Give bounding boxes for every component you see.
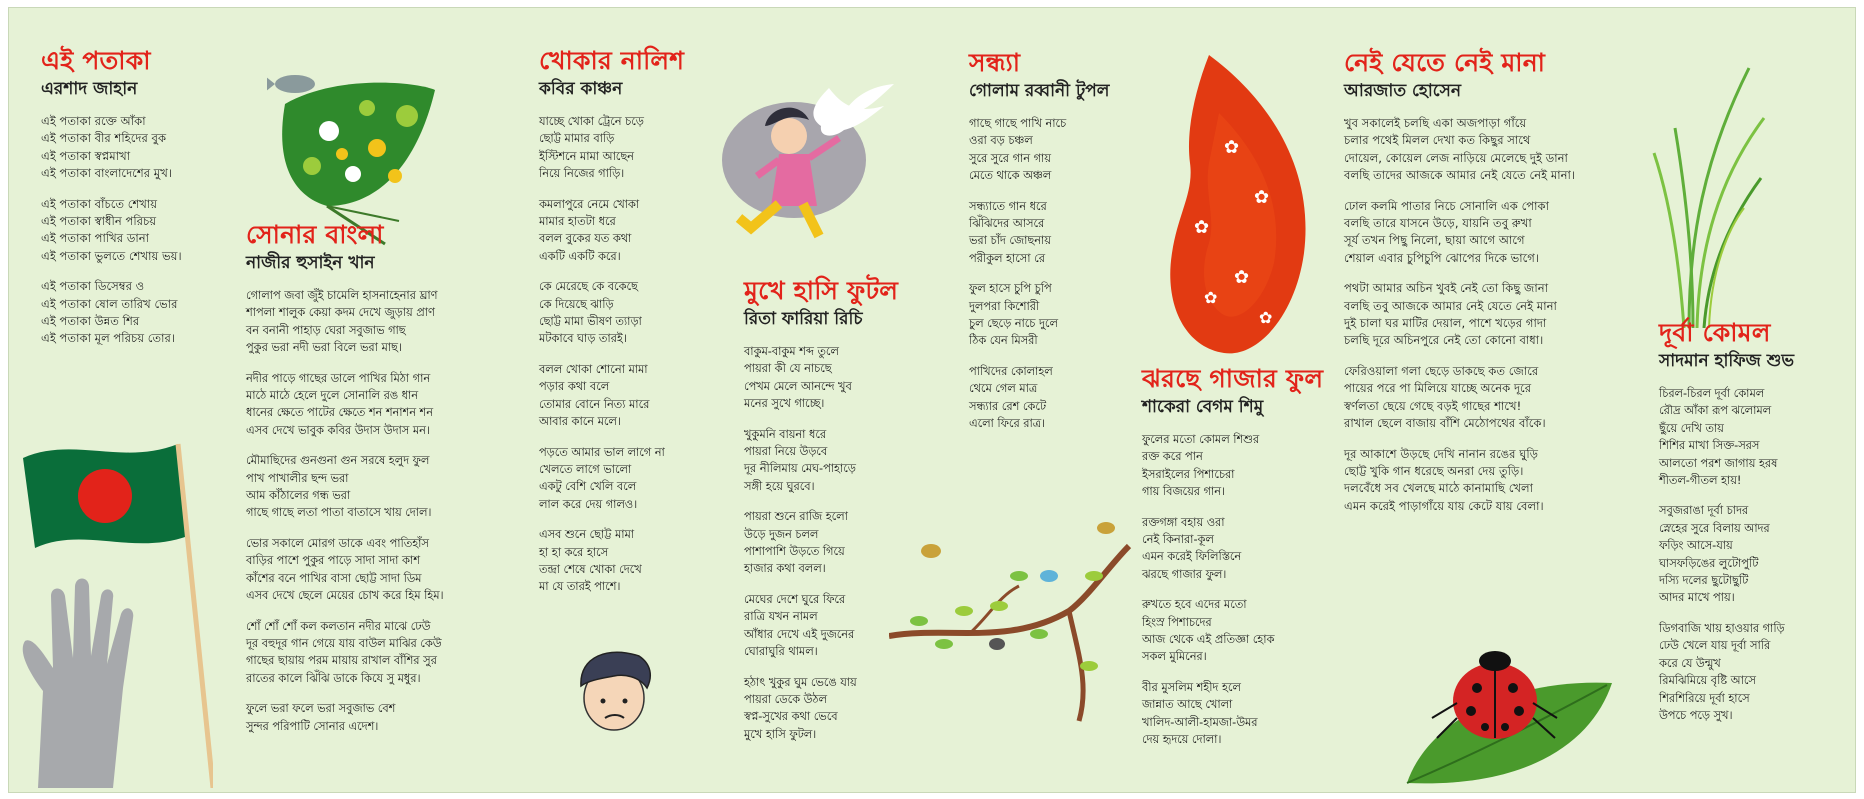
poem-line: এলো ফিরে রাত্র। <box>969 417 1046 431</box>
poem-line: মেতে থাকে অঞ্চল <box>969 169 1052 183</box>
stanza <box>539 196 684 266</box>
poem-line: পড়ার কথা বলে <box>539 380 610 394</box>
poem-line: রক্ত করে পান <box>1142 450 1203 464</box>
poem-title: এই পতাকা <box>41 46 151 75</box>
poem-line: শোঁ শোঁ শোঁ কল কলতান নদীর মাঝে ঢেউ <box>246 619 431 633</box>
poem-line: এই পতাকা ডিসেম্বর ও <box>41 279 145 294</box>
poem-line: গোলাপ জবা জুঁই চামেলি হাসনাহেনার ঘ্রাণ <box>246 289 438 302</box>
stanza <box>539 113 684 183</box>
poem-line: বীর মুসলিম শহীদ হলে <box>1142 680 1241 694</box>
stanza <box>41 278 182 348</box>
stanza <box>1142 431 1323 501</box>
poem-line: ছোট্ট মামার বাড়ি <box>539 132 615 146</box>
stanza <box>1344 115 1575 185</box>
stanza <box>41 113 182 183</box>
stanza <box>969 363 1109 433</box>
poem-line: যাচ্ছে খোকা ট্রেনে চড়ে <box>539 115 644 128</box>
dove-girl-icon <box>709 78 909 248</box>
grass-icon <box>1649 58 1769 328</box>
poem-line: একটু বেশি খেলি বলে <box>539 480 637 494</box>
poem-title: দূর্বা কোমল <box>1659 318 1771 347</box>
poem-line: বাকুম-বাকুম শব্দ তুলে <box>744 345 839 358</box>
poem-line: গায় বিজয়ের গান। <box>1142 485 1226 499</box>
flag-hand-icon <box>13 426 213 788</box>
poem-line: দূর আকাশে উড়ছে দেখি নানান রঙের ঘুড়ি <box>1344 446 1538 461</box>
poem-line: থেমে গেল মাত্র <box>969 382 1038 396</box>
poem-durba-komol <box>1659 318 1794 724</box>
poem-line: পায়রা নিয়ে উড়বে <box>744 445 828 459</box>
stanza <box>246 370 444 440</box>
boy-face-icon <box>569 646 659 736</box>
poem-title: ঝরছে গাজার ফুল <box>1142 364 1324 393</box>
poem-line: রাতের কালে ঝিঁঝি ডাকে কিযে সু মধুর। <box>246 671 421 685</box>
stanza <box>539 278 684 348</box>
poem-line: কে দিয়েছে ঝাড়ি <box>539 297 614 311</box>
poem-line: ভোর সকালে মোরগ ডাকে এবং পাতিহাঁস <box>246 536 429 550</box>
poem-line: মৌমাছিদের গুনগুনা গুন সরষে হলুদ ফুল <box>246 454 430 468</box>
stanza <box>744 591 898 661</box>
poem-line: ধানের ক্ষেতে পাটের ক্ষেতে শন শনাশন শন <box>246 406 433 420</box>
poem-line: সবুজরাঙা দূর্বা চাদর <box>1659 504 1749 518</box>
poem-line: এই পতাকা মূল পরিচয় তোর। <box>41 331 176 346</box>
stanza <box>744 508 898 578</box>
poem-line: তোমার বোনে নিত্য মারে <box>539 397 650 411</box>
poem-line: তন্দ্রা শেষে খোকা দেখে <box>539 562 642 576</box>
poem-line: সন্ধ্যার রেশ কেটে <box>969 399 1047 413</box>
poem-line: ঠিক যেন মিসরী <box>969 334 1038 348</box>
poem-line: খুকুমনি বায়না ধরে <box>744 427 827 441</box>
stanza <box>539 361 684 431</box>
poem-line: হাজার কথা বলল। <box>744 562 826 576</box>
ladybug-leaf-icon <box>1387 623 1617 793</box>
stanza <box>539 526 684 596</box>
poem-line: সুন্দর পরিপাটি সোনার এদেশ। <box>246 719 379 733</box>
stanza <box>744 426 898 496</box>
poem-line: পেখম মেলে আনন্দে খুব <box>744 379 852 393</box>
poem-ei-potaka <box>41 46 182 348</box>
poem-line: পরীকুল হাসো রে <box>969 251 1045 265</box>
poem-line: সুরে সুরে গান গায় <box>969 151 1051 165</box>
poem-line: চলার পথেই মিলল দেখা কত কিছুর সাথে <box>1344 133 1531 148</box>
poem-author: এরশাদ জাহান <box>41 79 138 99</box>
poem-line: নেই কিনারা-কূল <box>1142 533 1214 547</box>
poem-line: চুল ছেড়ে নাচে দুলে <box>969 317 1058 331</box>
poem-line: মেঘের দেশে ঘুরে ফিরে <box>744 592 846 606</box>
poem-line: পুকুর ভরা নদী ভরা বিলে ভরা মাছ। <box>246 341 402 355</box>
poem-line: ওরা বড় চঞ্চল <box>969 134 1033 148</box>
poem-line: এই পতাকা বীর শহিদের বুক <box>41 131 167 146</box>
poem-line: ডিগবাজি খায় হাওয়ার গাড়ি <box>1659 621 1785 635</box>
stanza <box>41 196 182 266</box>
poem-line: দস্যি দলের ছুটোছুটি <box>1659 574 1749 588</box>
poem-line: হা হা করে হাসে <box>539 545 609 559</box>
poem-line: নদীর পাড়ে গাছের ডালে পাখির মিঠা গান <box>246 371 431 385</box>
poem-line: একটি একটি করে। <box>539 249 621 263</box>
poem-line: আজ থেকে এই প্রতিজ্ঞা হোক <box>1142 633 1275 647</box>
poem-line: খুব সকালেই চলছি একা অজপাড়া গাঁয়ে <box>1344 116 1527 130</box>
poem-line: পায়ের পরে পা মিলিয়ে যাচ্ছে অনেক দূরে <box>1344 381 1532 396</box>
poem-line: আঁধার দেখে এই দুজনের <box>744 627 855 641</box>
poem-line: এই পতাকা বাংলাদেশের মুখ। <box>41 166 172 181</box>
poem-line: বলছি তারে যাসনে উড়ে, যায়নি তবু রুখা <box>1344 216 1532 231</box>
stanza <box>1344 280 1575 350</box>
poem-line: শেয়াল এবার চুপিচুপি ঝোপের দিকে ভাগে। <box>1344 250 1540 265</box>
poem-line: দূর নীলিমায় মেঘ-পাহাড়ে <box>744 462 856 476</box>
poem-line: ফুলের মতো কোমল শিশুর <box>1142 433 1260 446</box>
poem-title: সোনার বাংলা <box>246 220 384 249</box>
poem-line: লাল করে দেয় গালও। <box>539 497 638 511</box>
svg-text:✿: ✿ <box>1204 288 1218 307</box>
poem-author: সাদমান হাফিজ শুভ <box>1659 351 1795 371</box>
poem-line: কাঁশের বনে পাখির বাসা ছোট্ট সাদা ডিম <box>246 571 422 585</box>
svg-text:✿: ✿ <box>1194 217 1210 238</box>
poem-nei-jete-nei-mana <box>1344 48 1575 515</box>
poem-line: হিংস্র পিশাচদের <box>1142 615 1212 629</box>
poem-line: গাছে গাছে পাখি নাচে <box>969 117 1067 130</box>
poem-line: নিয়ে নিজের গাড়ি। <box>539 167 625 181</box>
poem-line: রুখতে হবে এদের মতো <box>1142 598 1247 612</box>
poem-line: চলছি দূরে অচিনপুরে নেই তো কোনো বাধা। <box>1344 333 1544 348</box>
poem-line: পড়তে আমার ভাল লাগে না <box>539 445 665 459</box>
poem-line: ফেরিওয়ালা গলা ছেড়ে ডাকছে কত জোরে <box>1344 363 1539 378</box>
poem-line: গাছের ছায়ায় পরম মায়ায় রাখাল বাঁশির সুর <box>246 654 437 668</box>
poem-line: রক্তগঙ্গা বহায় ওরা <box>1142 515 1225 529</box>
stanza <box>246 618 444 688</box>
stanza <box>246 535 444 605</box>
poem-line: এই পতাকা স্বপ্নমাখা <box>41 148 131 163</box>
poem-line: পথটা আমার অচিন খুবই নেই তো কিছু জানা <box>1344 281 1549 296</box>
magazine-page <box>8 7 1856 793</box>
stanza <box>246 700 444 735</box>
svg-text:✿: ✿ <box>1254 187 1270 208</box>
poem-line: খেলতে লাগে ভালো <box>539 462 632 476</box>
poem-line: আলতো পরশ জাগায় হরষ <box>1659 456 1778 470</box>
poem-line: দেয় হৃদয়ে দোলা। <box>1142 733 1222 747</box>
stanza <box>969 115 1109 185</box>
poem-line: হঠাৎ খুকুর ঘুম ভেঙে যায় <box>744 675 857 689</box>
poem-line: এই পতাকা বাঁচতে শেখায় <box>41 196 158 211</box>
poem-line: রৌদ্র আঁকা রূপ ঝলোমল <box>1659 404 1772 418</box>
poem-title: খোকার নালিশ <box>539 46 685 75</box>
poem-line: এসব দেখে ছেলে মেয়ের চোখ করে হিম হিম। <box>246 589 444 603</box>
poem-line: এই পতাকা উন্নত শির <box>41 314 140 329</box>
poem-author: নাজীর হুসাইন খান <box>246 253 375 273</box>
poem-author: আরজাত হোসেন <box>1344 81 1461 101</box>
poem-line: মামার হাতটা ধরে <box>539 215 616 229</box>
poem-line: রিমঝিমিয়ে বৃষ্টি আসে <box>1659 674 1756 688</box>
poem-line: এই পতাকা রক্তে আঁকা <box>41 114 146 128</box>
poem-title: মুখে হাসি ফুটল <box>744 276 899 305</box>
poem-line: ঘাসফড়িঙের লুটোপুটি <box>1659 556 1759 570</box>
poem-line: ঝরছে গাজার ফুল। <box>1142 567 1227 581</box>
svg-text:✿: ✿ <box>1224 137 1240 158</box>
poem-line: ঢেউ খেলে যায় দূর্বা সারি <box>1659 639 1771 653</box>
poem-line: বলল বুকের যত কথা <box>539 232 632 246</box>
poem-line: সঙ্গী হয়ে ঘুরবে। <box>744 479 815 493</box>
poem-line: স্বর্ণলতা ছেয়ে গেছে বড়ই গাছের শাখে! <box>1344 398 1522 413</box>
svg-text:✿: ✿ <box>1259 308 1273 327</box>
stanza <box>1344 363 1575 433</box>
poem-sondhya <box>969 48 1109 433</box>
poem-line: বলছি তবু আজকে আমার নেই যেতে নেই মানা <box>1344 298 1557 313</box>
poem-line: ভরা চাঁদ জোছনায় <box>969 234 1051 248</box>
poem-line: চিরল-চিরল দূর্বা কোমল <box>1659 387 1765 400</box>
poem-line: মাঠে মাঠে হেলে দুলে সোনালি রঙ ধান <box>246 389 419 403</box>
poem-title: সন্ধ্যা <box>969 48 1021 77</box>
poem-line: সকল মুমিনের। <box>1142 650 1207 664</box>
branch-birds-icon <box>889 516 1139 726</box>
poem-line: ছুঁয়ে দেখি তায় <box>1659 421 1724 435</box>
poem-line: ছোট্ট মামা ভীষণ ত্যাড়া <box>539 315 642 329</box>
poem-line: আম কাঁঠালের গন্ধ ভরা <box>246 489 351 503</box>
poem-line: এই পতাকা ষোল তারিখ ভোর <box>41 296 178 311</box>
stanza <box>1659 620 1794 724</box>
poem-line: ফড়িং আসে-যায় <box>1659 539 1733 553</box>
poem-line: পায়রা শুনে রাজি হলো <box>744 510 848 524</box>
stanza <box>744 674 898 744</box>
poem-line: এমন করেই পাড়াগাঁয়ে যায় কেটে যায় বেলা। <box>1344 498 1544 513</box>
poem-author: গোলাম রব্বানী টুপল <box>969 81 1110 101</box>
poem-line: আবার কানে মলে। <box>539 415 621 429</box>
poem-line: কে মেরেছে কে বকেছে <box>539 280 638 294</box>
poem-line: এসব শুনে ছোট্ট মামা <box>539 528 635 542</box>
stanza <box>246 452 444 522</box>
svg-text:✿: ✿ <box>1234 267 1250 288</box>
poem-line: শীতল-গীতল হায়! <box>1659 474 1742 488</box>
poem-jhorche-gazar-ful <box>1142 364 1323 749</box>
poem-line: সন্ধ্যাতে গান ধরে <box>969 199 1047 213</box>
poem-line: শিশির মাখা সিক্ত-সরস <box>1659 439 1760 453</box>
poem-mukhe-hasi-futlo <box>744 276 898 743</box>
stanza <box>1142 679 1323 749</box>
stanza <box>539 444 684 514</box>
poem-line: উড়ে দুজন চলল <box>744 527 819 541</box>
poem-line: ইসরাইলের পিশাচেরা <box>1142 467 1235 481</box>
poem-line: ফুল হাসে চুপি চুপি <box>969 282 1052 296</box>
poem-line: উপচে পড়ে সুখ। <box>1659 708 1733 722</box>
poem-line: ঘোরাঘুরি থামল। <box>744 645 818 659</box>
poem-author: শাকেরা বেগম শিমু <box>1142 397 1264 417</box>
poem-line: মা যে তারই পাশে। <box>539 580 621 594</box>
stanza <box>1142 596 1323 666</box>
poem-line: পায়রা কী যে নাচছে <box>744 362 832 376</box>
poem-line: জান্নাত আছে খোলা <box>1142 698 1233 712</box>
poem-line: রাত্রি যখন নামল <box>744 610 818 624</box>
stanza <box>1344 198 1575 268</box>
poem-khokar-nalish <box>539 46 684 596</box>
poem-line: শিরশিরিয়ে দূর্বা হাসে <box>1659 691 1750 705</box>
poem-line: দুলপরা কিশোরী <box>969 299 1040 313</box>
poem-line: স্বপ্ন-সুখের কথা ভেবে <box>744 710 838 724</box>
poem-line: এমন করেই ফিলিস্তিনে <box>1142 550 1242 564</box>
poem-line: বাড়ির পাশে পুকুর পাড়ে সাদা সাদা কাশ <box>246 554 420 568</box>
stanza <box>1344 446 1575 516</box>
poem-line: সূর্য তখন পিছু নিলো, ছায়া আগে আগে <box>1344 233 1525 248</box>
poem-author: রিতা ফারিয়া রিচি <box>744 309 863 329</box>
poem-line: কমলাপুরে নেমে খোকা <box>539 197 640 211</box>
poem-line: মুখে হাসি ফুটল। <box>744 727 817 741</box>
poem-line: পাখিদের কোলাহল <box>969 364 1053 378</box>
poem-line: দলবেঁধে সব খেলছে মাঠে কানামাছি খেলা <box>1344 481 1534 496</box>
stanza <box>969 280 1109 350</box>
poem-line: রাখাল ছেলে বাজায় বাঁশি মেঠোপথের বাঁকে। <box>1344 416 1546 431</box>
poem-line: মনের সুখে গাচ্ছে। <box>744 397 825 411</box>
poem-line: গাছে গাছে লতা পাতা বাতাসে খায় দোল। <box>246 506 432 520</box>
poem-line: স্নেহের সুরে বিলায় আদর <box>1659 521 1770 535</box>
poem-line: বন বনানী পাহাড় ঘেরা সবুজাভ গাছ <box>246 323 406 337</box>
stanza <box>246 287 444 357</box>
stanza <box>1659 385 1794 489</box>
poem-line: বলছি তাদের আজকে আমার নেই যেতে নেই মানা। <box>1344 168 1576 183</box>
stanza <box>1659 502 1794 606</box>
poem-line: করে যে উন্মুখ <box>1659 656 1721 670</box>
poem-line: আদর মাখে পায়। <box>1659 591 1735 605</box>
poem-title: নেই যেতে নেই মানা <box>1344 48 1546 77</box>
poem-line: এসব দেখে ভাবুক কবির উদাস উদাস মন। <box>246 423 430 437</box>
stanza <box>1142 514 1323 584</box>
poem-line: শাপলা শালুক কেয়া কদম দেখে জুড়ায় প্রাণ <box>246 306 435 320</box>
poem-sonar-bangla <box>246 220 444 735</box>
poem-line: দুই চালা ঘর মাটির দেয়াল, পাশে খড়ের গাদা <box>1344 316 1547 331</box>
poem-line: পায়রা ডেকে উঠল <box>744 692 827 706</box>
poem-line: এই পতাকা স্বাধীন পরিচয় <box>41 214 157 229</box>
poem-line: মটকাবে ঘাড় তারই। <box>539 332 627 346</box>
leaf-fish-icon <box>267 56 442 246</box>
poem-line: ঢোল কলমি পাতার নিচে সোনালি এক পোকা <box>1344 198 1550 213</box>
poem-line: এই পতাকা পাখির ডানা <box>41 231 150 246</box>
stanza <box>969 198 1109 268</box>
poem-line: বলল খোকা শোনো মামা <box>539 362 648 376</box>
poem-line: ঝিঁঝিদের আসরে <box>969 217 1045 231</box>
flame-icon <box>1164 53 1314 363</box>
poem-author: কবির কাঞ্চন <box>539 79 623 99</box>
poem-line: দূর বহুদূর গান গেয়ে যায় বাউল মাঝির কেউ <box>246 636 442 650</box>
poem-line: খালিদ-আলী-হামজা-উমর <box>1142 715 1258 729</box>
poem-line: ইস্টিশনে মামা আছেন <box>539 149 634 163</box>
poem-line: দোয়েল, কোয়েল লেজ নাড়িয়ে মেলেছে দুই ডানা <box>1344 150 1568 165</box>
poem-line: এই পতাকা ভুলতে শেখায় ভয়। <box>41 248 182 263</box>
poem-line: পাখ পাখালীর ছন্দ ভরা <box>246 471 349 485</box>
poem-line: পাশাপাশি উড়তে গিয়ে <box>744 545 845 559</box>
poem-line: ফুলে ভরা ফলে ভরা সবুজাভ বেশ <box>246 702 396 716</box>
poem-line: ছোট্ট খুকি গান ধরেছে অনরা দেয় তুড়ি। <box>1344 463 1524 478</box>
stanza <box>744 343 898 413</box>
